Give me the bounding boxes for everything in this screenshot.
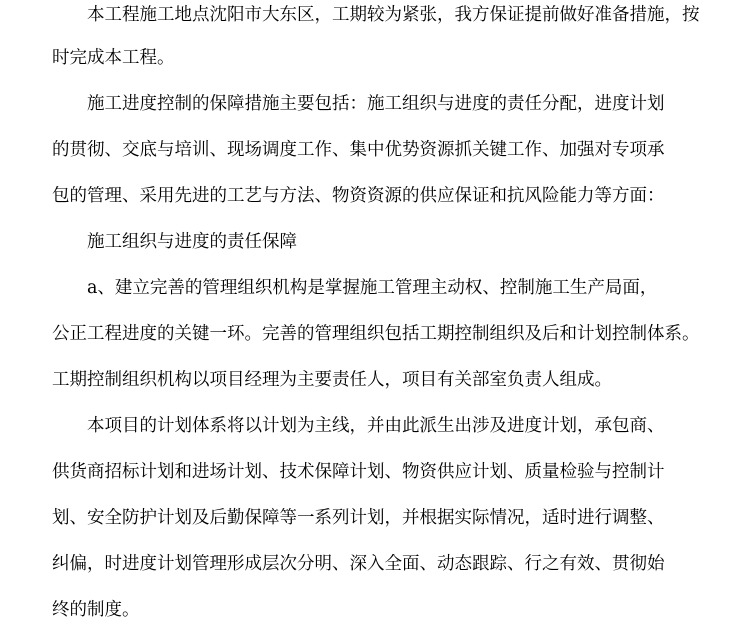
text-line: 公正工程进度的关键一环。完善的管理组织包括工期控制组织及后和计划控制体系。 bbox=[52, 324, 700, 344]
text-line: 时完成本工程。 bbox=[52, 48, 175, 68]
text-line: 划、安全防护计划及后勤保障等一系列计划，并根据实际情况，适时进行调整、 bbox=[52, 508, 665, 528]
text-line: 本项目的计划体系将以计划为主线，并由此派生出涉及进度计划，承包商、 bbox=[87, 416, 665, 436]
text-line: 的贯彻、交底与培训、现场调度工作、集中优势资源抓关键工作、加强对专项承 bbox=[52, 140, 665, 160]
text-line: 供货商招标计划和进场计划、技术保障计划、物资供应计划、质量检验与控制计 bbox=[52, 462, 665, 482]
text-line: a、建立完善的管理组织机构是掌握施工管理主动权、控制施工生产局面， bbox=[87, 278, 658, 298]
text-line: 工期控制组织机构以项目经理为主要责任人，项目有关部室负责人组成。 bbox=[52, 370, 612, 390]
text-line: 包的管理、采用先进的工艺与方法、物资资源的供应保证和抗风险能力等方面： bbox=[52, 186, 665, 206]
text-line: 终的制度。 bbox=[52, 600, 140, 620]
text-line: 施工组织与进度的责任保障 bbox=[87, 232, 297, 252]
text-line: 纠偏，时进度计划管理形成层次分明、深入全面、动态跟踪、行之有效、贯彻始 bbox=[52, 554, 665, 574]
text-line: 施工进度控制的保障措施主要包括：施工组织与进度的责任分配，进度计划 bbox=[87, 94, 665, 114]
text-line: 本工程施工地点沈阳市大东区，工期较为紧张，我方保证提前做好准备措施，按 bbox=[87, 5, 700, 25]
